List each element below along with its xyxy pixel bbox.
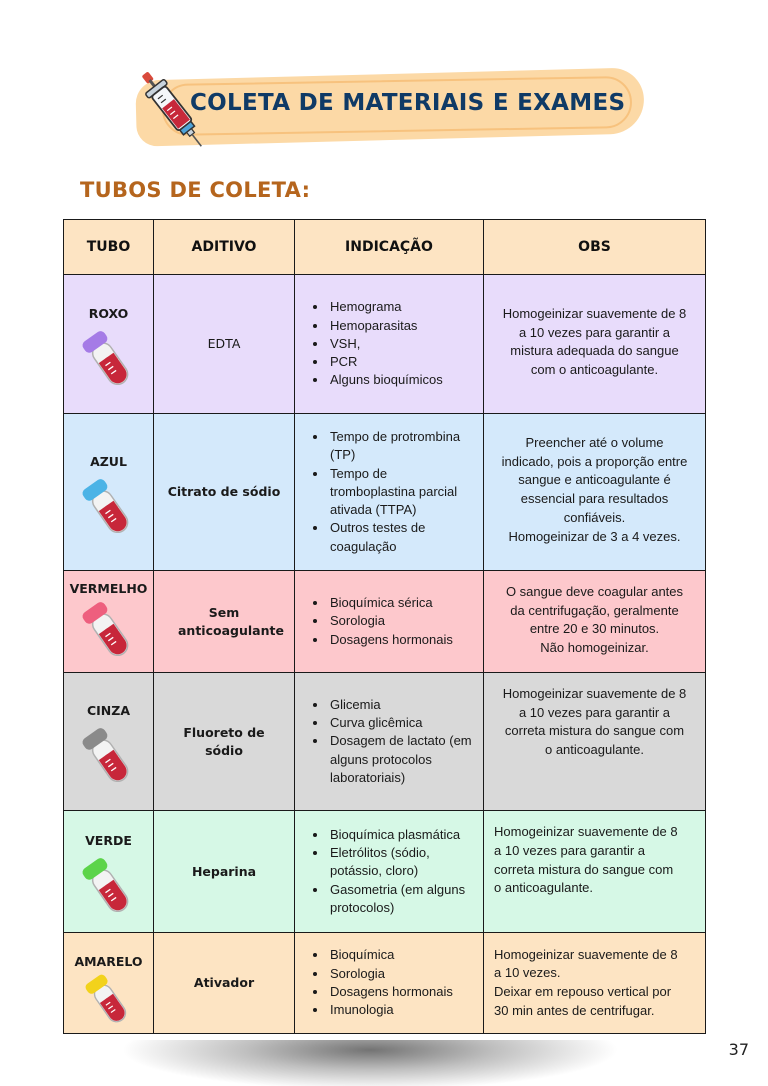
collection-tubes-table: [63, 219, 706, 1034]
additive-cell: Heparina: [154, 811, 295, 933]
observation-line: confiáveis.: [563, 509, 626, 525]
observation-line: Preencher até o volume: [525, 435, 664, 450]
indication-list: [303, 594, 475, 649]
observation-line: indicado, pois a proporção entre: [501, 453, 688, 469]
list-item: Hemoparasitas: [303, 317, 475, 335]
observation-line: Homogeinizar de 3 a 4 vezes.: [508, 528, 681, 544]
table-row: [64, 811, 706, 933]
observation-line: a 10 vezes para garantir a: [518, 324, 671, 340]
observation-line: a 10 vezes para garantir a: [494, 842, 646, 858]
list-item: Sorologia: [303, 965, 475, 983]
table-row: [64, 571, 706, 673]
page-shadow: [120, 1040, 620, 1086]
list-item: Glicemia: [303, 696, 475, 714]
observation-line: 30 min antes de centrifugar.: [494, 1002, 655, 1018]
additive-cell: EDTA: [154, 275, 295, 414]
header-banner: [128, 62, 648, 158]
additive-cell: Sem anticoagulante: [154, 571, 295, 673]
list-item: Curva glicêmica: [303, 714, 475, 732]
observation-line: Deixar em repouso vertical por: [494, 984, 672, 999]
tube-name: ROXO: [88, 305, 129, 321]
list-item: Sorologia: [303, 612, 475, 630]
tube-cell: [64, 933, 154, 1034]
observation-line: O sangue deve coagular antes: [505, 584, 684, 599]
observation-line: com o anticoagulante.: [530, 362, 659, 378]
observation-cell: [484, 673, 706, 811]
section-title: TUBOS DE COLETA:: [80, 178, 311, 202]
observation-line: Não homogeinizar.: [540, 640, 649, 656]
header-obs: OBS: [484, 220, 706, 275]
list-item: Hemograma: [303, 298, 475, 316]
indication-list: [303, 298, 475, 389]
observation-cell: [484, 933, 706, 1034]
observation-line: a 10 vezes.: [494, 965, 561, 981]
observation-line: o anticoagulante.: [494, 880, 594, 896]
observation-line: a 10 vezes para garantir a: [518, 704, 671, 720]
list-item: Bioquímica plasmática: [303, 826, 475, 844]
indication-list: [303, 826, 475, 917]
list-item: Imunologia: [303, 1001, 475, 1019]
observation-cell: [484, 571, 706, 673]
additive-cell: Citrato de sódio: [154, 414, 295, 571]
indication-list: [303, 696, 475, 787]
tube-name: VERMELHO: [69, 581, 148, 596]
observation-cell: [484, 275, 706, 414]
observation-line: da centrifugação, geralmente: [510, 602, 679, 618]
observation-line: Homogeinizar suavemente de 8: [494, 824, 678, 840]
table-row: [64, 275, 706, 414]
page-number: 37: [728, 1040, 749, 1059]
list-item: Dosagens hormonais: [303, 631, 475, 649]
test-tube-icon: [77, 854, 141, 924]
observation-line: Homogeinizar suavemente de 8: [502, 686, 687, 701]
indication-cell: [295, 414, 484, 571]
list-item: Tempo de tromboplastina parcial ativada (TTPA): [303, 465, 475, 520]
tube-name: AMARELO: [74, 953, 143, 969]
list-item: Tempo de protrombina (TP): [303, 428, 475, 465]
indication-cell: [295, 811, 484, 933]
indication-cell: [295, 673, 484, 811]
tube-name: VERDE: [85, 833, 132, 848]
list-item: PCR: [303, 353, 475, 371]
indication-cell: [295, 571, 484, 673]
test-tube-icon: [77, 971, 141, 1033]
indication-cell: [295, 933, 484, 1034]
additive-cell: Fluoreto de sódio: [154, 673, 295, 811]
list-item: Eletrólitos (sódio, potássio, cloro): [303, 844, 475, 881]
test-tube-icon: [77, 598, 141, 668]
table-row: [64, 673, 706, 811]
observation-line: entre 20 e 30 minutos.: [529, 621, 660, 637]
test-tube-icon: [77, 327, 141, 397]
observation-line: Homogeinizar suavemente de 8: [502, 306, 687, 321]
page-title: COLETA DE MATERIAIS E EXAMES: [190, 90, 626, 116]
additive-cell: Ativador: [154, 933, 295, 1034]
tube-cell: [64, 414, 154, 571]
tube-cell: [64, 571, 154, 673]
list-item: Bioquímica: [303, 946, 475, 964]
tube-cell: [64, 811, 154, 933]
observation-line: correta mistura do sangue com: [494, 861, 674, 877]
list-item: Outros testes de coagulação: [303, 519, 475, 556]
indication-list: [303, 428, 475, 556]
table-row: [64, 414, 706, 571]
observation-line: mistura adequada do sangue: [510, 343, 679, 359]
tube-name: AZUL: [90, 453, 127, 469]
tube-cell: [64, 673, 154, 811]
indication-cell: [295, 275, 484, 414]
list-item: Gasometria (em alguns protocolos): [303, 881, 475, 918]
header-aditivo: ADITIVO: [154, 220, 295, 275]
observation-line: Homogeinizar suavemente de 8: [494, 946, 678, 962]
table-row: [64, 933, 706, 1034]
observation-line: correta mistura do sangue com: [504, 723, 685, 739]
list-item: Alguns bioquímicos: [303, 371, 475, 389]
indication-list: [303, 946, 475, 1019]
table-header-row: [64, 220, 706, 275]
list-item: Dosagem de lactato (em alguns protocolos laboratoriais): [303, 732, 475, 787]
observation-line: sangue e anticoagulante é: [518, 472, 671, 488]
tube-cell: [64, 275, 154, 414]
list-item: Dosagens hormonais: [303, 983, 475, 1001]
observation-line: o anticoagulante.: [544, 742, 645, 758]
list-item: Bioquímica sérica: [303, 594, 475, 612]
test-tube-icon: [77, 724, 141, 794]
tube-name: CINZA: [86, 703, 131, 718]
header-tubo: TUBO: [64, 220, 154, 275]
observation-cell: [484, 414, 706, 571]
observation-line: essencial para resultados: [520, 491, 669, 507]
test-tube-icon: [77, 475, 141, 545]
header-indicacao: INDICAÇÃO: [295, 220, 484, 275]
observation-cell: [484, 811, 706, 933]
list-item: VSH,: [303, 335, 475, 353]
